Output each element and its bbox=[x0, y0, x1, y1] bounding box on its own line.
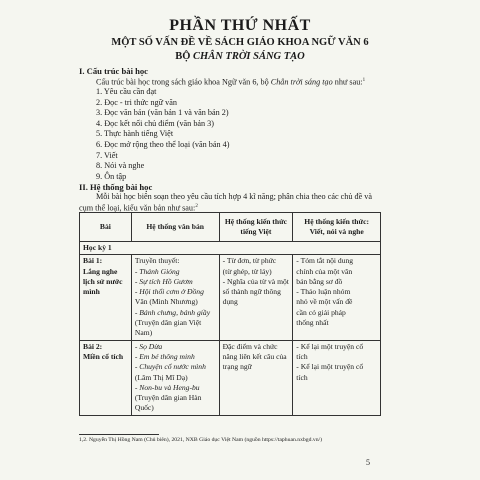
header-vietnamese: Hệ thống kiến thức tiếng Việt bbox=[219, 213, 293, 242]
list-item: 3. Đọc văn bản (văn bản 1 và văn bản 2) bbox=[96, 108, 229, 118]
lesson-table bbox=[79, 212, 381, 416]
section2-intro-line2: cụm thể loại, kiểu văn bản như sau:$^2$ bbox=[79, 203, 198, 213]
text-item: (Lâm Thị Mĩ Dạ) bbox=[134, 372, 188, 382]
section1-intro: Cấu trúc bài học trong sách giáo khoa Ngữ văn 6, bộ Chân trời sáng tạo như sau:$^1$ bbox=[96, 77, 366, 87]
text-item: (Truyện dân gian Hàn bbox=[134, 393, 202, 403]
table-header-row bbox=[80, 213, 381, 242]
vn-item: trạng ngữ bbox=[222, 362, 252, 372]
writing-item: tích bbox=[296, 351, 308, 361]
page-number: 5 bbox=[366, 458, 370, 467]
text-item: - Hội thổi cơm ở Đồng bbox=[134, 287, 204, 297]
text-item: - Bánh chưng, bánh giầy bbox=[134, 307, 211, 317]
text-item: Quốc) bbox=[134, 403, 154, 413]
vietnamese-cell bbox=[219, 255, 293, 340]
table-row bbox=[80, 340, 381, 415]
footnote: 1,2. Nguyễn Thị Hồng Nam (Chủ biên), 2021, NXB Giáo dục Việt Nam (nguồn https://taphuan.nxbgd.vn/) bbox=[79, 437, 323, 443]
texts-cell bbox=[131, 340, 219, 415]
text-item: - Sự tích Hồ Gươm bbox=[134, 276, 193, 286]
section1-title: I. Cấu trúc bài học bbox=[79, 66, 148, 76]
book-title-line2: BỘ CHÂN TRỜI SÁNG TẠO bbox=[175, 51, 305, 62]
vietnamese-cell bbox=[219, 340, 293, 415]
writing-item: - Kể lại một truyện cổ bbox=[296, 362, 364, 372]
header-texts: Hệ thống văn bản bbox=[131, 213, 219, 242]
vn-item: năng liên kết câu của bbox=[222, 351, 287, 361]
writing-cell bbox=[293, 340, 381, 415]
writing-item: - Tóm tắt nội dung bbox=[296, 256, 354, 266]
vn-item: số thành ngữ thông bbox=[222, 287, 281, 297]
text-item: Truyền thuyết: bbox=[134, 256, 180, 266]
book-title-line1: MỘT SỐ VẤN ĐỀ VỀ SÁCH GIÁO KHOA NGỮ VĂN 6 bbox=[111, 37, 369, 48]
list-item: 5. Thực hành tiếng Việt bbox=[96, 129, 174, 139]
vn-item: (từ ghép, từ láy) bbox=[222, 266, 272, 276]
header-lesson: Bài bbox=[80, 213, 132, 242]
lesson-name: Miền cổ tích bbox=[83, 351, 124, 361]
section2-title: II. Hệ thống bài học bbox=[79, 182, 153, 192]
text-item: - Non-bu và Heng-bu bbox=[134, 382, 200, 392]
writing-item: nhỏ về một vấn đề bbox=[296, 297, 353, 307]
table-row bbox=[80, 255, 381, 340]
text-item: (Truyện dân gian Việt bbox=[134, 318, 202, 328]
semester-row bbox=[80, 242, 381, 255]
writing-item: - Thảo luận nhóm bbox=[296, 287, 351, 297]
vn-item: Đặc điểm và chức bbox=[222, 341, 278, 351]
semester-label: Học kỳ 1 bbox=[80, 242, 381, 255]
text-item: Vân (Minh Nhương) bbox=[134, 297, 198, 307]
text-item: Nam) bbox=[134, 328, 153, 338]
vn-item: - Từ đơn, từ phức bbox=[222, 256, 277, 266]
list-item: 6. Đọc mở rộng theo thể loại (văn bản 4) bbox=[96, 139, 230, 149]
lesson-name: Lắng nghe lịch sử nước mình bbox=[83, 266, 123, 297]
text-item: - Thánh Gióng bbox=[134, 266, 180, 276]
list-item: 2. Đọc - tri thức ngữ văn bbox=[96, 97, 177, 107]
writing-item: bản bằng sơ đồ bbox=[296, 276, 343, 286]
text-item: - Em bé thông minh bbox=[134, 351, 195, 361]
writing-item: chính của một văn bbox=[296, 266, 353, 276]
lesson-number: Bài 2: bbox=[83, 341, 103, 351]
text-item: - Sọ Dừa bbox=[134, 341, 163, 351]
writing-item: cần có giải pháp bbox=[296, 307, 346, 317]
book-title bbox=[0, 36, 480, 64]
writing-item: - Kể lại một truyện cổ bbox=[296, 341, 364, 351]
list-item: 4. Đọc kết nối chủ điểm (văn bản 3) bbox=[96, 118, 215, 128]
writing-cell bbox=[293, 255, 381, 340]
lesson-cell bbox=[80, 340, 132, 415]
series-name: CHÂN TRỜI SÁNG TẠO bbox=[193, 51, 305, 62]
texts-cell bbox=[131, 255, 219, 340]
vn-item: dụng bbox=[222, 297, 238, 307]
writing-item: thống nhất bbox=[296, 318, 329, 328]
list-item: 1. Yêu cầu cần đạt bbox=[96, 87, 157, 96]
section2-intro-line1: Mỗi bài học biên soạn theo yêu cầu tích hợp 4 kĩ năng; phân chia theo các chủ đề và bbox=[96, 192, 373, 201]
lesson-number: Bài 1: bbox=[83, 256, 103, 266]
part-title: PHẦN THỨ NHẤT bbox=[169, 17, 311, 34]
list-item: 8. Nói và nghe bbox=[96, 161, 145, 171]
list-item: 9. Ôn tập bbox=[96, 171, 127, 181]
vn-item: - Nghĩa của từ và một bbox=[222, 276, 289, 286]
header-writing: Hệ thống kiến thức: Viết, nói và nghe bbox=[293, 213, 381, 242]
lesson-cell bbox=[80, 255, 132, 340]
footnote-divider bbox=[79, 434, 159, 435]
text-item: - Chuyện cổ nước mình bbox=[134, 362, 206, 372]
list-item: 7. Viết bbox=[96, 150, 118, 160]
structure-list bbox=[96, 87, 229, 182]
writing-item: tích bbox=[296, 372, 308, 382]
